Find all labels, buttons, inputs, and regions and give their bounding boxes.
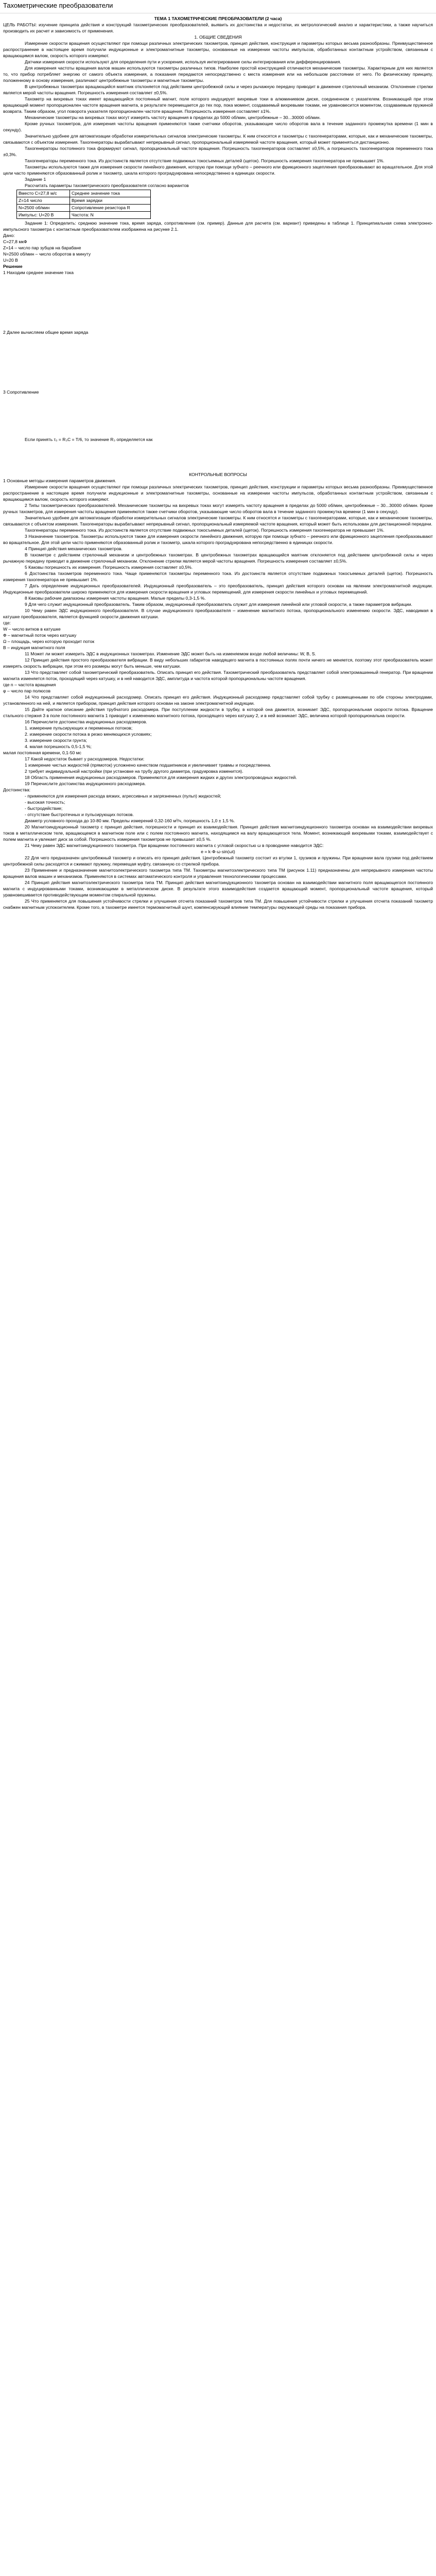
- paragraph: Для измерения частоты вращения валов машин используются тахометры различных типов. Наиболее простой конструкцией отличаются механические тахометры. Характерным для них является то, что прибор потребляет энергию от самого объекта измерения, а показания передаются непосредственно с места измерения или на небольшом расстоянии от него. По физическому принципу, положенному в основу измерения, различают центробежные тахометры и магнитные тахометры.: [3, 65, 433, 83]
- paragraph: Решение: [3, 264, 23, 269]
- paragraph: 12 Принцип действия простого преобразователя вибрации. В виду небольших габаритов наводящего магнита в постоянных полях почти ничего не меняется, поэтому этот преобразователь может измерять скорость вибрации, при этом его размеры могут быть меньше, чем катушки.: [3, 657, 433, 669]
- paragraph: 1. измерение пульсирующих и переменных потоков;: [25, 725, 133, 731]
- paragraph: 17 Какой недостаток бывает у расходомеров. Недостатки:: [25, 756, 145, 761]
- spacer: [3, 403, 433, 428]
- task-find-cell: Время зарядки: [70, 197, 151, 205]
- text-section-solution: [3, 220, 433, 910]
- paragraph: где n – частота вращения: [3, 682, 56, 687]
- page-title: Тахометрические преобразователи: [3, 2, 113, 9]
- paragraph: 2. измерение скорости потока в резко меняющихся условиях;: [25, 732, 152, 737]
- paragraph: U=20 В: [3, 258, 18, 263]
- page-header: [0, 0, 436, 13]
- paragraph: Механические тахометры на вихревых токах могут измерять частоту вращения в пределах до 5000 об/мин, центробежные – 30...30000 об/мин.: [25, 115, 321, 120]
- paragraph: 1 измерение чистых жидкостей (прямоток) усложнено качеством подшипников и увеличивает травмы и посредственна.: [25, 762, 271, 768]
- paragraph: Значительно удобнее для автоматизации обработки измерительных сигналов электрические тахометры. К ним относятся и тахометры с тахогенераторами, которые, как и механические тахометры, связываются с объектом измерения. Тахогенераторы вырабатывают непрерывный сигнал, пропорциональный измеряемой частоте вращения, который может применяться дистанционно.: [3, 133, 433, 145]
- paragraph: Рассчитать параметры тахометрического преобразователя согласно вариантов: [25, 183, 189, 188]
- task-table: [16, 190, 151, 219]
- task-given-cell: N=2500 об/мин: [17, 205, 70, 212]
- spacer: [3, 344, 433, 381]
- paragraph: 3 Сопротивление: [3, 389, 39, 395]
- paragraph: ЦЕЛЬ РАБОТЫ: изучение принципа действия и конструкций тахометрических преобразователей, выявить их достоинства и недостатки, их метрологический анализ и характеристики, а также научиться производить их расчет и зависимость от применения.: [3, 22, 433, 33]
- paragraph: - быстродействие;: [25, 806, 63, 811]
- paragraph: 4. малая погрешность 0,5-1,5 %;: [25, 744, 92, 749]
- paragraph: - высокая точность;: [25, 800, 65, 805]
- paragraph: В – индукция магнитного поля: [3, 645, 65, 650]
- paragraph: 7 Дать определение индукционных преобразователей. Индукционный преобразователь – это преобразователь, принцип действия которого основан на явлении электромагнитной индукции. Индукционные преобразователи широко применяются для измерения скорости вращения и угловых перемещений, для измерения скорости линейных и угловых перемещений.: [3, 583, 433, 595]
- paragraph: 19 Перечислите достоинства индукционного расходомера.: [25, 781, 146, 786]
- paragraph: ТЕМА 1 ТАХОМЕТРИЧЕСКИЕ ПРЕОБРАЗОВАТЕЛИ (2 часа): [154, 16, 282, 21]
- paragraph: Ф – магнитный поток через катушку: [3, 633, 77, 638]
- task-given-cell: Импульс: U=20 В: [17, 212, 70, 219]
- paragraph: 1 Находим среднее значение тока: [3, 270, 74, 275]
- paragraph: 14 Что представляет собой индукционный расходомер. Описать принцип его действия. Индукционный расходомер представляет собой трубку с размещенными по обе стороны электродами, установленного на ней, и является прибором, принцип действия которого основан на законе электромагнитной индукции.: [3, 694, 433, 706]
- paragraph: 1 Основные методы измерения параметров движения.: [3, 478, 116, 483]
- paragraph: Тахометры используются также для измерения скорости линейного движения, которую при помощи зубчато – реечного или фрикционного зацепления преобразовывают во вращательное. Для этой цели часто применяются образованный ролик и тахометр, шкала которого проградуирована непосредственно в единицах скорости.: [3, 164, 433, 176]
- paragraph: 24 Принцип действия магнитоэлектрического тахометра типа ТМ. Принцип действия магнитоиндукционного тахометра основан на взаимодействии магнитного поля вращающегося постоянного магнита с индуцированными токами, возникающими в металлическом диске. В результате этого взаимодействия создается вращающий момент, пропорциональный частоте вращения, который уравновешивается противодействующим моментом спиральной пружины.: [3, 880, 433, 897]
- document-body: [0, 13, 436, 910]
- paragraph: Измерение скорости вращения осуществляют при помощи различных электрических тахометров, принцип действия, конструкция и параметры которых весьма разнообразны. Преимущественное распространение в настоящее время получили индукционные и электромагнитные тахометры, основанные на измерении частоты импульсов, обработанных контактным устройством, связанным с вращающимся валом, скорость которого измеряют.: [3, 41, 433, 58]
- paragraph: 15 Дайте краткое описание действия трубчатого расходомера. При поступлении жидкости в трубку, в которой она движется, возникает ЭДС, пропорциональная скорости потока. Вращение стального стержня 3 в поле постоянного магнита 1 приводит к изменению магнитного потока, проходящего через катушку 2, и в ней возникает ЭДС, величина которой пропорциональна скорости.: [3, 707, 433, 718]
- paragraph: Если принять τ₃ = R₃C = T/6, то значение R₃ определяется как: [25, 437, 153, 442]
- paragraph: 8 Каковы рабочие диапазоны измерения частоты вращения. Малые пределы 0,3-1,5 %.: [25, 596, 206, 601]
- paragraph: 20 Магнитоиндукционный тахометр с принцип действия, погрешности и принцип их взаимодействия. Принцип действия магнитоиндукционного тахометра основан на взаимодействии вихревых токов в металлическом теле, вращающемся в магнитном поле или с полем постоянного магнита, находящимся на валу вращающегося тела. Момент, возникающий вихревыми токами, взаимодействует с полем магнита и увлекает диск за собой. Погрешность измерения тахометров не превышает ±0,5 %.: [3, 824, 433, 842]
- paragraph: Задание 1: Определить: среднюю значение тока, время заряда, сопротивление (см. пример). Данные для расчета (см. вариант) приведены в таблице 1. Принципиальная схема электронно-импульсного тахометра с контактным преобразователем изображена на рисунке 2.1.: [3, 221, 433, 232]
- paragraph: W – число витков в катушке: [3, 626, 61, 632]
- paragraph: где:: [3, 620, 11, 625]
- paragraph: 4 Принцип действия механических тахометров.: [25, 546, 123, 551]
- paragraph: 2 Типы тахометрических преобразователей. Механические тахометры на вихревых токах могут измерять частоту вращения в пределах до 5000 об/мин, центробежные – 30...30000 об/мин. Кроме ручных тахометров, для измерения частоты вращения применяются также счетчики оборотов, указывающие число оборотов вала в течение заданного промежутка времени (1 мин в секунду).: [3, 503, 433, 514]
- paragraph: - отсутствие быстротечных и пульсирующих потоков.: [25, 812, 134, 817]
- paragraph: 6 Достоинства тахометров переменного тока. Чаще применяются тахометры переменного тока. Из достоинств является отсутствие подвижных токосъемных деталей (щеток). Погрешность измерения тахогенератора не превышает 1%.: [3, 571, 433, 582]
- paragraph: Тахометр на вихревых токах имеет вращающийся постоянный магнит, поле которого индуцирует вихревые токи в алюминиевом диске, соединенном с указателем. Возникающий при этом вращающий момент пропорционален частоте вращения магнита, в результате перемещается до тех пор, пока момент, создаваемый вихревыми токами, не уравновесится моментом, создаваемым пружиной возврата. Таким образом, угол поворота указателя пропорционален частоте вращения. Погрешность измерения составляет ±1%.: [3, 96, 433, 114]
- paragraph: Тахогенераторы постоянного тока формируют сигнал, пропорциональный частоте вращения. Погрешность тахогенераторов составляет ±0,5%, а погрешность тахогенераторов переменного тока ±0,3%.: [3, 146, 433, 157]
- paragraph: 16 Перечислите достоинства индукционных расходомеров.: [25, 719, 147, 724]
- paragraph: 21 Чему равен ЭДС магнитоиндукционного тахометра. При вращении постоянного магнита с угловой скоростью ω в проводнике наводится ЭДС:: [25, 843, 324, 848]
- paragraph: 23 Применение и предназначение магнитоэлектрического тахометра типа ТМ. Тахометры магнитоэлектрического типа ТМ (рисунок 1.11) предназначены для непрерывного измерения частоты вращения валов машин и механизмов. Применяются в системах автоматического контроля и управления технологическими процессами.: [3, 868, 433, 879]
- paragraph: 18 Область применения индукционных расходомеров. Применяются для измерения жидких и других электропроводных жидкостей.: [25, 775, 297, 780]
- spacer: [3, 284, 433, 321]
- paragraph: Датчики измерения скорости используют для определения пути и ускорения, используя интегрирование силы интегрирования или дифференцирования.: [25, 59, 341, 64]
- task-table-row: [17, 212, 151, 219]
- paragraph: В центробежных тахометрах вращающийся маятник отклоняется под действием центробежной силы и через рычажную передачу приводит в движение стрелочный механизм. Отклонение стрелки является мерой частоты вращения. Погрешность измерения составляет ±0,5%.: [3, 84, 433, 95]
- paragraph: Тахогенераторы переменного тока. Из достоинств является отсутствие подвижных токосъемных деталей (щеток). Погрешность измерения тахогенератора не превышает 1%.: [25, 528, 385, 533]
- spacer: [3, 451, 433, 463]
- task-table-row: [17, 205, 151, 212]
- paragraph: Значительно удобнее для автоматизации обработки измерительных сигналов электрические тахометры. К ним относятся и тахометры с тахогенераторами, которые, как и механические тахометры, связываются с объектом измерения. Тахогенераторы вырабатывают непрерывный сигнал, пропорциональный измеряемой частоте вращения, который может быть использован для дистанционной передачи.: [3, 515, 433, 527]
- task-given-cell: Z=14 число: [17, 197, 70, 205]
- paragraph: 22 Для чего предназначен центробежный тахометр и описать его принцип действия. Центробежный тахометр состоит из втулки 1, грузиков и пружины. При вращении вала грузики под действием центробежной силы расходятся и сжимают пружину, перемещая муфту, связанную со стрелкой прибора.: [3, 855, 433, 867]
- task-find-cell: Частота: N: [70, 212, 151, 219]
- paragraph: Z=14 – число пар зубцов на барабане: [3, 245, 81, 250]
- task-given-cell: Вместо С=27,8 м/с: [17, 190, 70, 197]
- paragraph: 5 Каковы погрешность их измерения. Погрешность измерения составляет ±0,5%.: [25, 565, 193, 570]
- text-section-intro: [3, 15, 433, 189]
- paragraph: Диаметр условного прохода до 10-80 мм. Пределы измерений 0,32-160 м³/ч, погрешность 1,0 ± 1,5 %.: [25, 818, 235, 823]
- paragraph: Задание 1: [25, 177, 46, 182]
- task-find-cell: Сопротивление резистора R: [70, 205, 151, 212]
- paragraph: Кроме ручных тахометров, для измерения частоты вращения применяются также счетчики оборотов, указывающие число оборотов вала в течение заданного промежутка времени (1 мин в секунду).: [3, 121, 433, 132]
- paragraph: e = k·Ф·ω·sin(ωt): [201, 849, 235, 854]
- paragraph: 13 Что представляет собой тахометрический преобразователь. Описать принцип его действия. Тахометрический преобразователь представляет собой электромашинный генератор. При вращении магнита изменяется поток, проходящий через катушку, и в ней наводится ЭДС, амплитуда и частота которой пропорциональны частоте вращения.: [3, 670, 433, 681]
- paragraph: 25 Что применяется для повышения устойчивости стрелки и улучшения отсчета показаний тахометров типа ТМ. Для повышения устойчивости стрелки и улучшения отсчета показаний тахометр снабжен магнитным успокоителем. Кроме того, в тахометре имеется термомагнитный шунт, компенсирующий влияние температуры окружающей среды на показания прибора.: [3, 899, 433, 910]
- paragraph: КОНТРОЛЬНЫЕ ВОПРОСЫ: [189, 472, 247, 477]
- paragraph: Измерение скорости вращения осуществляют при помощи различных электрических тахометров, принцип действия, конструкции и параметры которых весьма разнообразны. Преимущественное распространение в настоящее время получили индукционные и электромагнитные тахометры, основанные на измерении частоты импульсов, обработанных контактным устройством, связанным с вращающимся валом, скорость которого измеряют.: [3, 484, 433, 502]
- paragraph: - применяются для измерения расхода вязких, агрессивных и загрязненных (пульп) жидкостей;: [25, 793, 221, 799]
- paragraph: малая постоянная времени, 0,1-50 мс: [3, 750, 81, 755]
- paragraph: 3 Назначение тахометров. Тахометры используются также для измерения скорости линейного движения, которую при помощи зубчато – реечного или фрикционного зацепления преобразовывают во вращательное. Для этой цели часто применяются образованный ролик и тахометр, шкала которого проградуирована непосредственно в единицах скорости.: [3, 534, 433, 545]
- paragraph: 10 Чему равен ЭДС индукционного преобразователя. В случае индукционного преобразователя – изменение магнитного потока, пропорционального изменению скорости. ЭДС, наводимая в катушке преобразователя, является функцией скорости движения катушки.: [3, 608, 433, 619]
- paragraph: φ – число пар полюсов: [3, 688, 51, 693]
- paragraph: 2 Далее вычисляем общее время заряда: [3, 330, 89, 335]
- paragraph: Тахогенераторы переменного тока. Из достоинств является отсутствие подвижных токосъемных деталей (щеток). Погрешность измерения тахогенератора не превышает 1%.: [25, 158, 385, 163]
- paragraph: N=2500 об/мин – число оборотов в минуту: [3, 251, 91, 257]
- paragraph: Дано:: [3, 233, 15, 238]
- paragraph: 9 Для чего служит индукционный преобразователь. Таким образом, индукционный преобразователь служит для измерения линейной или угловой скорости, а также параметров вибрации.: [25, 602, 412, 607]
- paragraph: Ω – площадь, через которую проходит поток: [3, 639, 95, 644]
- paragraph: Достоинства:: [3, 787, 31, 792]
- paragraph: 3. измерение скорости грунта;: [25, 738, 88, 743]
- paragraph: 11 Может ли может измерить ЭДС в индукционных тахометрах. Изменение ЭДС может быть на изменяемом входе любой величины: W, B, S.: [25, 651, 316, 656]
- paragraph: 2 требует индивидуальной настройки (при установке на трубу другого диаметра, градуировка изменится).: [25, 769, 243, 774]
- paragraph: 1. ОБЩИЕ СВЕДЕНИЯ: [194, 35, 242, 40]
- task-table-row: [17, 190, 151, 197]
- paragraph: В тахометре с действием стрелочный механизм и центробежных тахометрах. В центробежных тахометрах вращающийся маятник отклоняется под действием центробежной силы и через рычажную передачу приводит в движение стрелочный механизм. Отклонение стрелки является мерой частоты вращения. Погрешность измерения составляет ±0,5%.: [3, 552, 433, 564]
- task-table-row: [17, 197, 151, 205]
- task-find-cell: Среднее значение тока: [70, 190, 151, 197]
- paragraph: C=27,8 мкФ: [3, 239, 27, 244]
